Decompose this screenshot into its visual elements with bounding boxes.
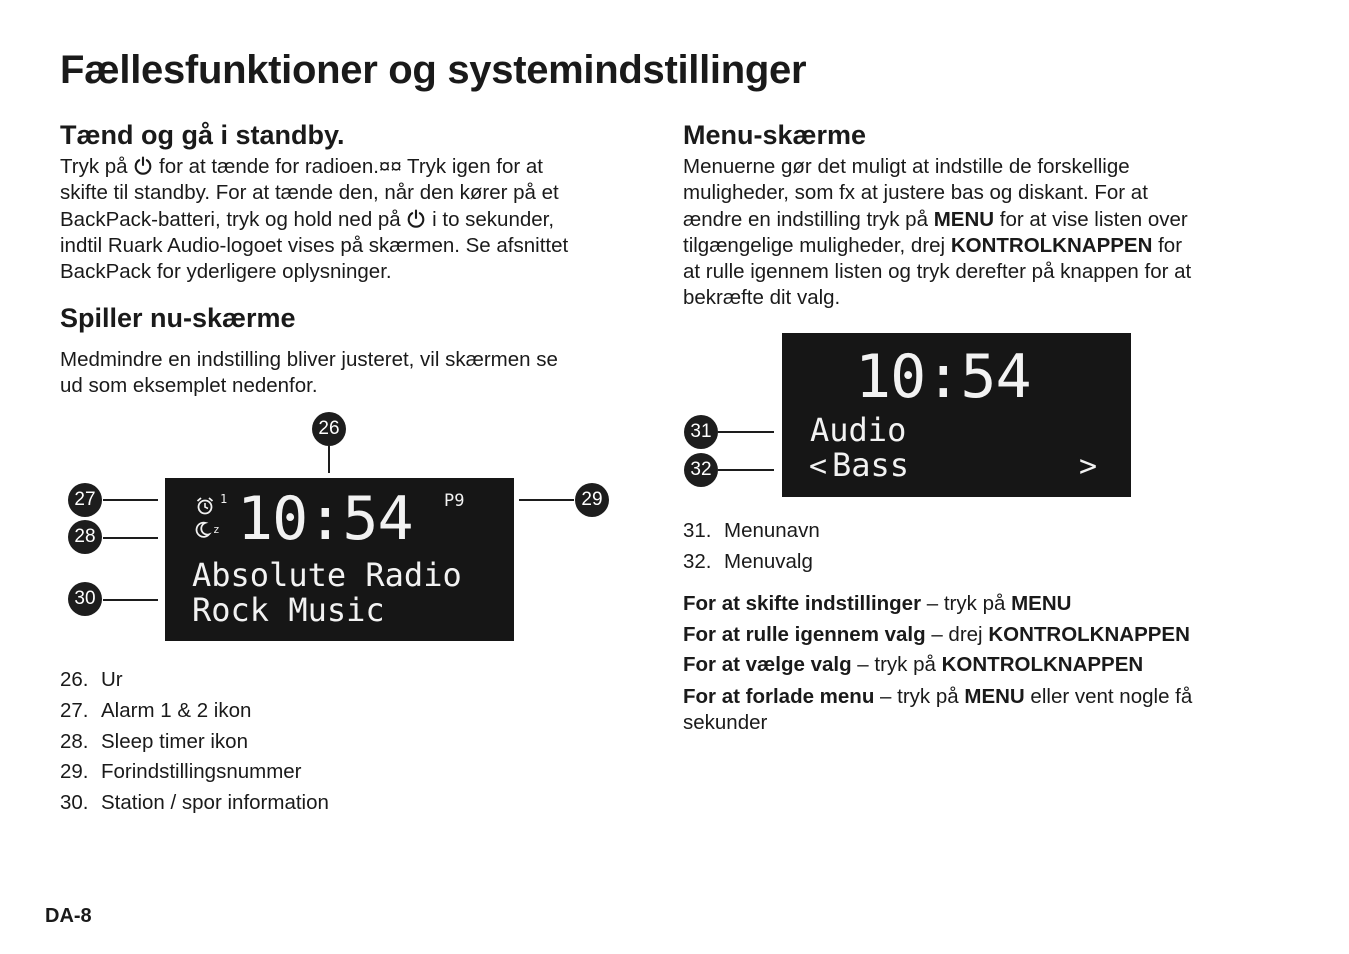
page-number: DA-8 bbox=[45, 905, 92, 927]
list-item: 30. Station / spor information bbox=[60, 791, 329, 815]
instruction-change-settings: For at skifte indstillinger – tryk på MENU bbox=[683, 592, 1072, 615]
instruction-exit: For at forlade menu – tryk på MENU eller vent nogle få sekunder bbox=[683, 685, 1193, 735]
standby-line-5: BackPack for yderligere oplysninger. bbox=[60, 260, 392, 284]
callout-line-29 bbox=[519, 499, 574, 501]
power-icon bbox=[133, 156, 153, 176]
menu-option: Bass bbox=[832, 446, 910, 484]
page-title: Fællesfunktioner og systemindstillinger bbox=[60, 48, 807, 92]
callout-badge-32: 32 bbox=[684, 453, 718, 487]
callout-badge-28: 28 bbox=[68, 520, 102, 554]
standby-line-4: indtil Ruark Audio-logoet vises på skærmen. Se afsnittet bbox=[60, 233, 569, 257]
legend-list-1 bbox=[60, 668, 329, 822]
standby-line-3: BackPack-batteri, tryk og hold ned på i to sekunder, bbox=[60, 207, 555, 231]
menu-line-1: Menuerne gør det muligt at indstille de forskellige bbox=[683, 155, 1130, 178]
callout-line-32 bbox=[718, 469, 774, 471]
menu-line-2: muligheder, som fx at justere bas og diskant. For at bbox=[683, 181, 1148, 205]
callout-line-31 bbox=[718, 431, 774, 433]
menu-paragraph bbox=[683, 154, 1283, 312]
clock-time: 10:54 bbox=[237, 484, 413, 554]
list-item: 31. Menunavn bbox=[683, 519, 820, 542]
menu-clock-time: 10:54 bbox=[855, 342, 1031, 412]
callout-badge-30: 30 bbox=[68, 582, 102, 616]
power-icon bbox=[406, 209, 426, 229]
menu-line-3: ændre en indstilling tryk på MENU for at vise listen over bbox=[683, 207, 1188, 231]
callout-badge-26: 26 bbox=[312, 412, 346, 446]
menu-line-4: tilgængelige muligheder, drej KONTROLKNAPPEN for bbox=[683, 233, 1183, 257]
callout-badge-27: 27 bbox=[68, 483, 102, 517]
callout-line-30 bbox=[103, 599, 158, 601]
alarm-clock-icon bbox=[195, 496, 215, 516]
station-name: Absolute Radio bbox=[192, 556, 462, 594]
playing-paragraph bbox=[60, 347, 640, 400]
list-item: 32. Menuvalg bbox=[683, 549, 813, 573]
callout-line-27 bbox=[103, 499, 158, 501]
now-playing-display bbox=[165, 478, 514, 641]
menu-heading: Menu-skærme bbox=[683, 120, 867, 150]
moon-icon bbox=[193, 520, 212, 539]
callout-line-28 bbox=[103, 537, 158, 539]
menu-line-6: bekræfte dit valg. bbox=[683, 286, 841, 310]
callout-badge-29: 29 bbox=[575, 483, 609, 517]
list-item: 29. Forindstillingsnummer bbox=[60, 760, 302, 784]
callout-line-26 bbox=[328, 446, 330, 473]
preset-number: P9 bbox=[444, 491, 465, 511]
menu-display bbox=[782, 333, 1131, 497]
instruction-scroll: For at rulle igennem valg – drej KONTROLKNAPPEN bbox=[683, 623, 1190, 646]
alarm-number: 1 bbox=[220, 492, 228, 506]
standby-heading: Tænd og gå i standby. bbox=[60, 120, 345, 150]
standby-line-2: skifte til standby. For at tænde den, når den kører på et bbox=[60, 181, 559, 205]
standby-paragraph bbox=[60, 154, 640, 285]
playing-line-2: ud som eksemplet nedenfor. bbox=[60, 374, 318, 398]
menu-line-5: at rulle igennem listen og tryk derefter på knappen for at bbox=[683, 260, 1192, 284]
menu-name: Audio bbox=[810, 411, 907, 449]
legend-list-2 bbox=[683, 519, 820, 581]
instruction-select: For at vælge valg – tryk på KONTROLKNAPPEN bbox=[683, 653, 1144, 676]
playing-line-1: Medmindre en indstilling bliver justeret, vil skærmen se bbox=[60, 348, 558, 371]
list-item: 27. Alarm 1 & 2 ikon bbox=[60, 698, 252, 722]
menu-left-arrow: < bbox=[809, 449, 828, 484]
playing-heading: Spiller nu-skærme bbox=[60, 303, 296, 333]
list-item: 28. Sleep timer ikon bbox=[60, 729, 248, 753]
standby-line-1: Tryk på for at tænde for radioen.¤¤ Tryk igen for at bbox=[60, 155, 544, 178]
menu-right-arrow: > bbox=[1079, 449, 1098, 484]
list-item: 26. Ur bbox=[60, 668, 123, 691]
callout-badge-31: 31 bbox=[684, 415, 718, 449]
sleep-indicator: z bbox=[213, 523, 220, 536]
track-info: Rock Music bbox=[192, 591, 385, 629]
